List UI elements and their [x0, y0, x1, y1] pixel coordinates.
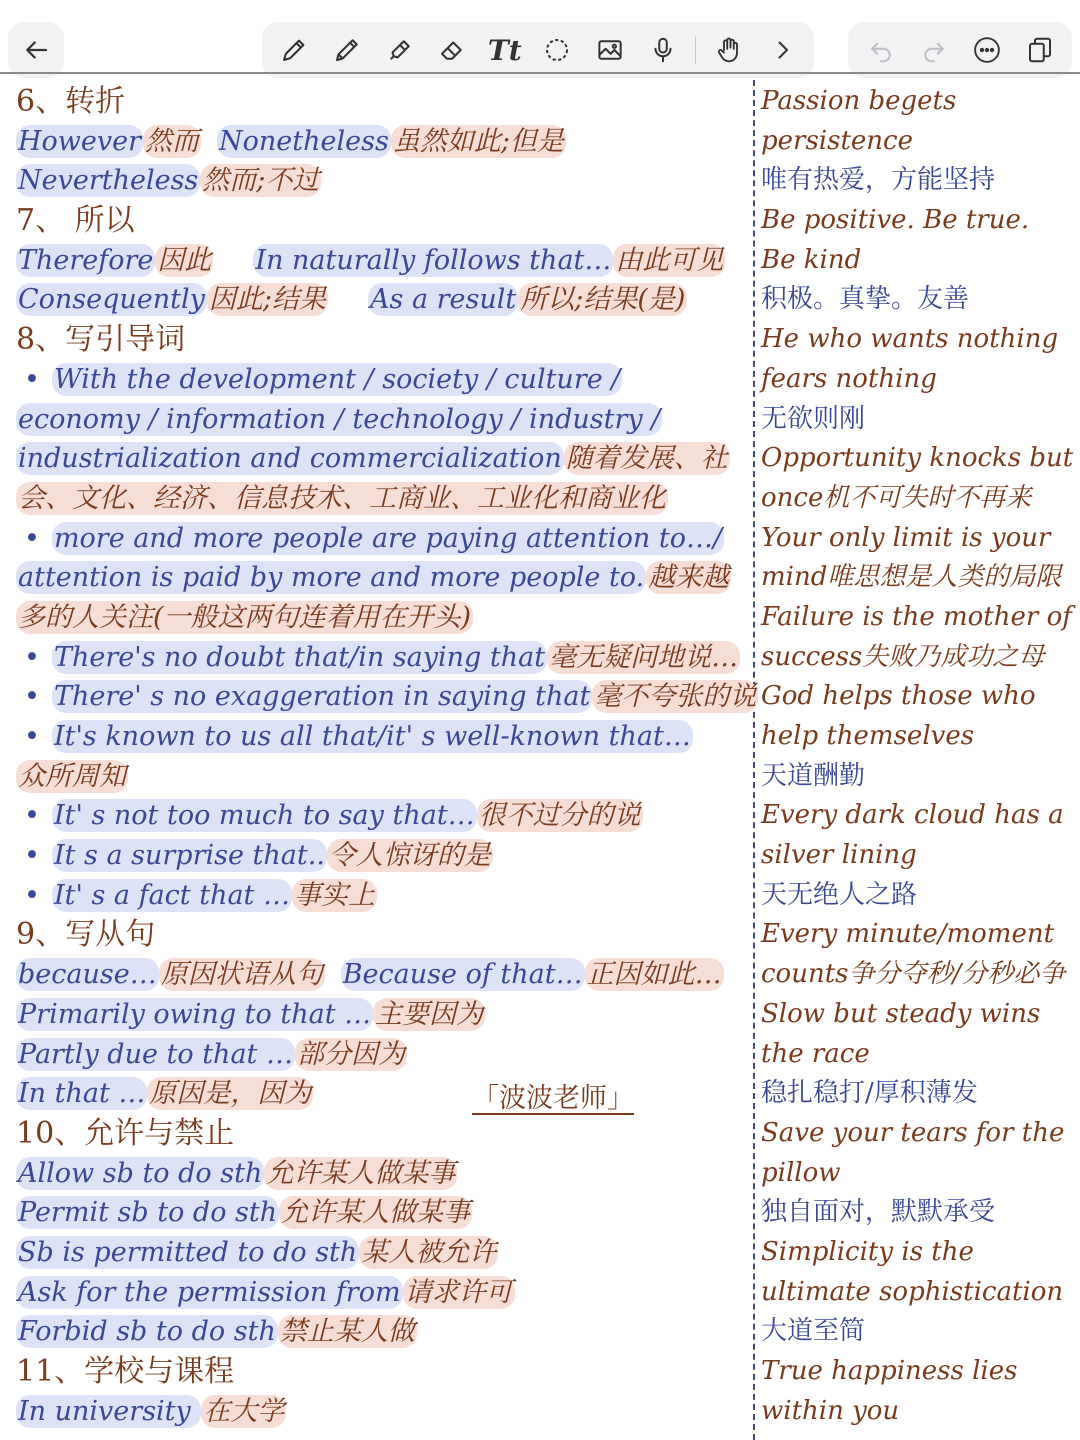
- quote-english-line: once机不可失时不再来: [761, 482, 1032, 513]
- quote-english-line: help themselves: [761, 721, 975, 751]
- quote-english-line: Opportunity knocks but: [761, 443, 1074, 474]
- english-phrase: Forbid sb to do sth: [18, 1316, 276, 1348]
- section-heading: 11、学校与课程: [16, 1354, 235, 1389]
- quote-english-line: pillow: [761, 1157, 841, 1188]
- chinese-translation: 允许某人做某事: [266, 1157, 456, 1189]
- text-tool-label: Tt: [487, 33, 522, 67]
- note-line: [16, 439, 752, 479]
- chinese-translation: 事实上: [294, 879, 375, 911]
- chinese-translation: 多的人关注(一般这两句连着用在开头): [18, 601, 472, 633]
- chinese-translation: 请求许可: [404, 1276, 513, 1308]
- note-line: [16, 241, 752, 281]
- quote-english-line: Slow but steady wins: [761, 998, 1041, 1029]
- chinese-translation: 允许某人做某事: [281, 1197, 471, 1229]
- quote-english-line: persistence: [761, 125, 913, 156]
- bullet-dot: •: [24, 363, 40, 395]
- section-heading: 6、转折: [16, 84, 126, 119]
- toolbar-bottom-rule: [0, 72, 1080, 74]
- note-line: [16, 479, 752, 519]
- quote-english-line: fears nothing: [761, 363, 937, 394]
- quote-english-line: success失败乃成功之母: [761, 641, 1045, 672]
- chinese-translation: 所以;结果(是): [520, 284, 686, 316]
- quote-chinese-line: 无欲则刚: [761, 403, 866, 434]
- english-phrase: However: [18, 125, 142, 157]
- note-line: [16, 955, 752, 995]
- quote-english-line: Be kind: [761, 244, 862, 275]
- english-phrase: Therefore: [18, 244, 154, 276]
- quote-english-line: Be positive. Be true.: [761, 205, 1030, 236]
- chinese-translation: 令人惊讶的是: [328, 840, 491, 872]
- chinese-translation: 众所周知: [18, 760, 126, 792]
- quote-chinese-line: 积极。真挚。友善: [761, 284, 970, 315]
- chinese-translation: 由此可见: [615, 244, 724, 276]
- chinese-translation: 某人被允许: [361, 1236, 497, 1268]
- chinese-translation: 正因如此…: [586, 959, 722, 991]
- column-divider: [753, 80, 755, 1440]
- section-heading: 8、写引导词: [16, 322, 186, 358]
- hand-touch-icon[interactable]: [709, 30, 749, 70]
- english-phrase: In naturally follows that…: [255, 244, 612, 276]
- english-phrase: economy / information / technology / industry /: [18, 403, 661, 435]
- note-line: [16, 995, 752, 1035]
- note-line: [16, 1154, 752, 1194]
- note-line: [16, 1312, 752, 1352]
- chinese-translation: 禁止某人做: [279, 1316, 415, 1348]
- note-line: [16, 360, 752, 400]
- note-line: [16, 1035, 752, 1075]
- quote-chinese-line: 大道至简: [761, 1316, 866, 1347]
- bullet-dot: •: [24, 840, 40, 872]
- quote-english-line: mind唯思想是人类的局限: [761, 562, 1062, 593]
- english-phrase: Nonetheless: [219, 125, 389, 157]
- english-phrase: There' s no exaggeration in saying that: [53, 681, 591, 713]
- note-line: [16, 122, 752, 162]
- chinese-translation: 因此: [157, 244, 212, 276]
- note-line: [16, 717, 752, 757]
- bullet-dot: •: [24, 721, 40, 752]
- redo-icon[interactable]: [914, 30, 954, 70]
- microphone-icon[interactable]: [643, 30, 683, 70]
- image-icon[interactable]: [590, 30, 630, 70]
- english-phrase: Nevertheless: [18, 165, 199, 197]
- highlighter-icon[interactable]: [380, 30, 420, 70]
- quote-english-line: Failure is the mother of: [761, 601, 1072, 632]
- quote-english-line: Passion begets: [761, 86, 957, 116]
- back-button-container: [8, 22, 64, 78]
- note-line: [16, 638, 752, 678]
- quote-chinese-line: 稳扎稳打/厚积薄发: [761, 1078, 978, 1109]
- pages-icon[interactable]: [1020, 30, 1060, 70]
- english-phrase: Primarily owing to that …: [18, 998, 372, 1030]
- note-line: [16, 400, 752, 440]
- quote-english-line: Simplicity is the: [761, 1236, 974, 1267]
- english-phrase: With the development / society / culture /: [53, 363, 621, 395]
- chinese-translation: 然而: [145, 125, 200, 157]
- left-note-column: [16, 82, 757, 1431]
- quote-english-line: ultimate sophistication: [761, 1276, 1064, 1307]
- quote-english-line: silver lining: [761, 840, 917, 871]
- english-phrase: Allow sb to do sth: [18, 1157, 263, 1189]
- chinese-translation: 部分因为: [296, 1038, 405, 1070]
- bullet-dot: •: [24, 681, 40, 713]
- quote-chinese-line: 独自面对，默默承受: [761, 1197, 996, 1228]
- section-heading: 7、 所以: [16, 203, 135, 239]
- quote-english-line: the race: [761, 1038, 870, 1069]
- english-phrase: Permit sb to do sth: [18, 1197, 278, 1229]
- chinese-translation: 随着发展、社: [565, 443, 728, 475]
- right-quotes-column: [761, 82, 1080, 1431]
- english-phrase: more and more people are paying attention to…/: [53, 522, 723, 554]
- pen-icon[interactable]: [274, 30, 314, 70]
- english-phrase: Because of that…: [342, 959, 583, 991]
- note-line: [16, 757, 752, 797]
- quote-english-line: Your only limit is your: [761, 522, 1051, 553]
- lasso-icon[interactable]: [537, 30, 577, 70]
- english-phrase: attention is paid by more and more people to.: [18, 562, 645, 594]
- english-phrase: There's no doubt that/in saying that: [53, 641, 546, 673]
- chinese-translation: 毫不夸张的说: [594, 681, 757, 713]
- back-arrow-icon[interactable]: [16, 30, 56, 70]
- note-line: [16, 1392, 752, 1432]
- chinese-translation: 原因状语从句: [160, 959, 323, 991]
- english-phrase: Consequently: [18, 284, 205, 316]
- quote-english-line: counts争分夺秒/分秒必争: [761, 959, 1066, 990]
- english-phrase: Ask for the permission from: [18, 1276, 401, 1308]
- chinese-translation: 主要因为: [375, 998, 484, 1030]
- note-line: [16, 558, 752, 598]
- text-tool-icon[interactable]: [485, 30, 525, 70]
- note-line: [16, 598, 752, 638]
- pencil-icon[interactable]: [327, 30, 367, 70]
- quote-english-line: God helps those who: [761, 681, 1036, 712]
- eraser-icon[interactable]: [432, 30, 472, 70]
- quote-english-line: He who wants nothing: [761, 324, 1059, 355]
- toolbar-separator: [695, 36, 696, 64]
- undo-icon[interactable]: [861, 30, 901, 70]
- quote-chinese-line: 唯有热爱，方能坚持: [761, 165, 996, 196]
- watermark-signature: 「波波老师」: [472, 1083, 634, 1114]
- note-line: [16, 876, 752, 916]
- chinese-translation: 会、文化、经济、信息技术、工商业、工业化和商业化: [18, 482, 666, 514]
- chinese-translation: 在大学: [203, 1395, 285, 1427]
- bullet-dot: •: [24, 522, 40, 554]
- english-phrase: It' s a fact that …: [53, 879, 290, 911]
- note-line: [16, 1074, 752, 1114]
- english-phrase: Sb is permitted to do sth: [18, 1236, 358, 1268]
- quote-chinese-line: 天无绝人之路: [761, 879, 918, 910]
- chinese-translation: 原因是，因为: [149, 1078, 312, 1110]
- english-phrase: It s a surprise that..: [53, 840, 325, 872]
- chinese-translation: 越来越: [648, 562, 730, 594]
- quote-english-line: Every minute/moment: [761, 919, 1055, 950]
- chinese-translation: 毫无疑问地说…: [549, 641, 739, 673]
- note-line: [16, 1273, 752, 1313]
- english-phrase: In university: [18, 1395, 200, 1427]
- chinese-translation: 然而;不过: [202, 165, 320, 197]
- note-line: [16, 1193, 752, 1233]
- actions-toolbar: [848, 22, 1072, 78]
- note-line: [16, 519, 752, 559]
- bullet-dot: •: [24, 800, 40, 832]
- chinese-translation: 很不过分的说: [478, 800, 641, 832]
- section-heading: 9、写从句: [16, 917, 156, 953]
- quote-english-line: Every dark cloud has a: [761, 800, 1064, 831]
- english-phrase: Partly due to that …: [18, 1038, 293, 1070]
- english-phrase: because…: [18, 959, 157, 991]
- quote-english-line: within you: [761, 1395, 900, 1426]
- english-phrase: industrialization and commercialization: [18, 443, 562, 475]
- english-phrase: It's known to us all that/it' s well-known that…: [53, 721, 691, 752]
- note-line: [16, 796, 752, 836]
- bullet-dot: •: [24, 879, 40, 911]
- drawing-toolbar: [262, 22, 814, 78]
- english-phrase: It' s not too much to say that…: [53, 800, 475, 832]
- quote-english-line: True happiness lies: [761, 1356, 1018, 1386]
- note-line: [16, 280, 752, 320]
- bullet-dot: •: [24, 641, 40, 673]
- note-line: [16, 161, 752, 201]
- chinese-translation: 因此;结果: [208, 284, 327, 316]
- section-heading: 10、允许与禁止: [16, 1115, 235, 1151]
- note-line: [16, 677, 757, 717]
- chevron-right-icon[interactable]: [762, 30, 802, 70]
- note-line: [16, 1233, 752, 1273]
- quote-english-line: Save your tears for the: [761, 1117, 1065, 1148]
- note-line: [16, 836, 752, 876]
- english-phrase: In that …: [18, 1078, 146, 1110]
- quote-chinese-line: 天道酬勤: [761, 760, 866, 791]
- more-icon[interactable]: [967, 30, 1007, 70]
- english-phrase: As a result: [370, 284, 517, 316]
- chinese-translation: 虽然如此;但是: [392, 125, 564, 157]
